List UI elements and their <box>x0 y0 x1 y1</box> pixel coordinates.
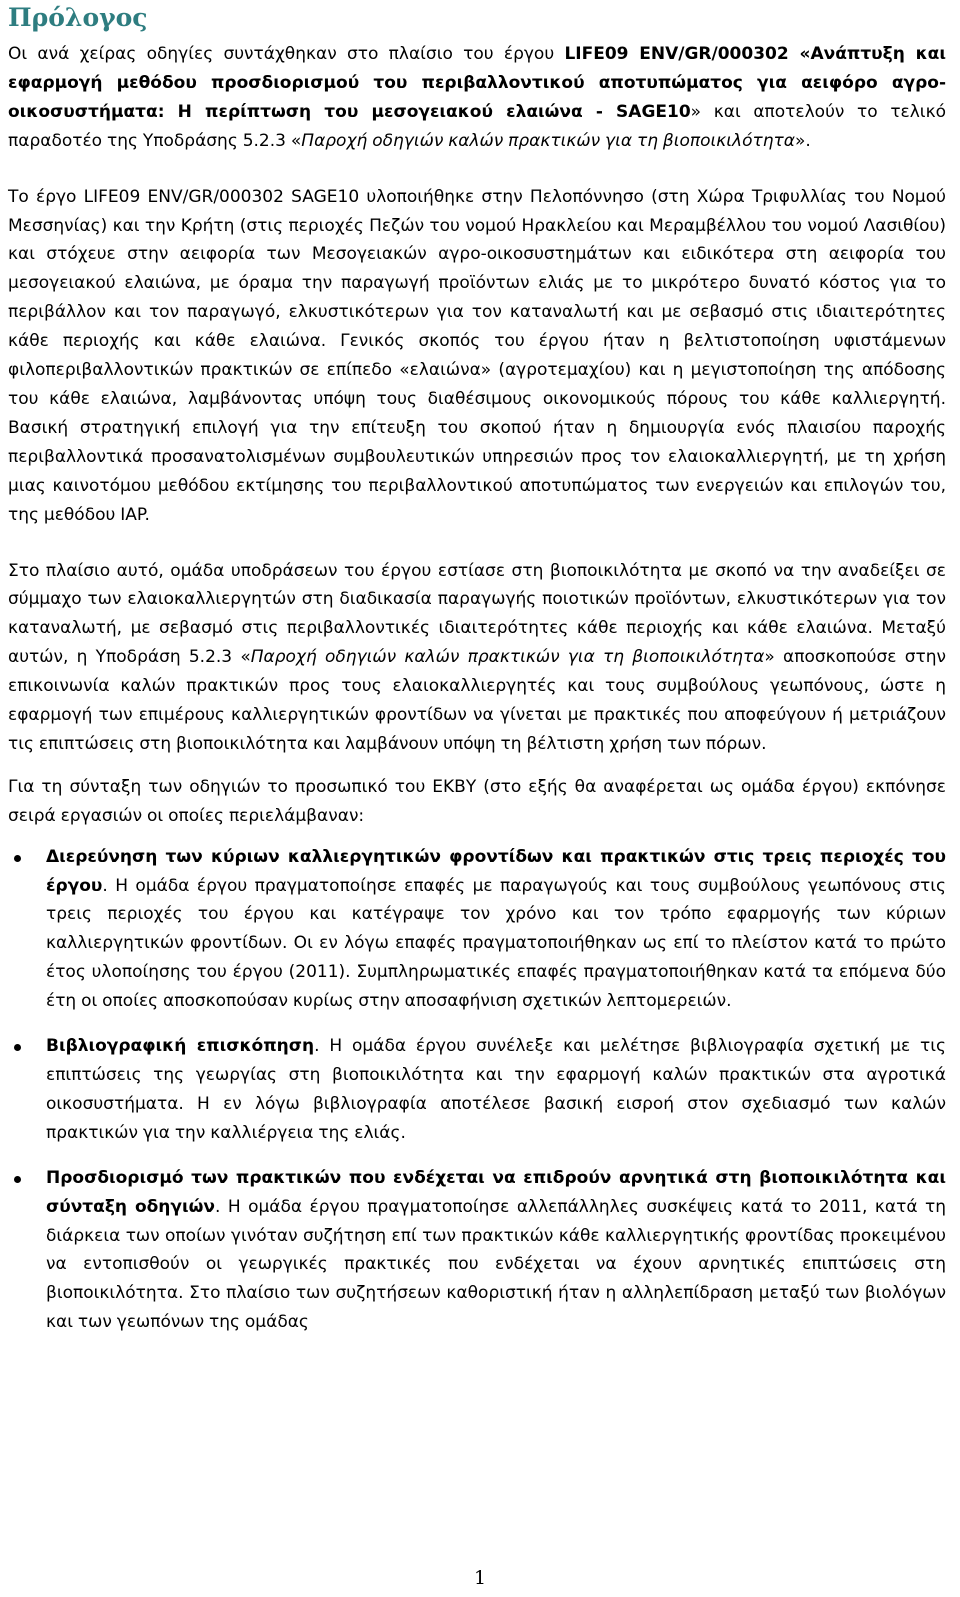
intro-text-1: Οι ανά χείρας οδηγίες συντάχθηκαν στο πλαίσιο του έργου <box>8 44 565 64</box>
intro-text-3: ». <box>794 130 811 151</box>
project-description-paragraph: Το έργο LIFE09 ENV/GR/000302 SAGE10 υλοποιήθηκε στην Πελοπόννησο (στη Χώρα Τριφυλλίας του Νομού Μεσσηνίας) και την Κρήτη (στις περιοχές Πεζών του νομού Ηρακλείου και Μεραμβέλλου του νομού Λασιθίου) και στόχευε στην αειφορία των Μεσογειακών αγρο-οικοσυστημάτων και ειδικότερα στη αειφορία του μεσογειακού ελαιώνα, με όραμα την παραγωγή προϊόντων ελιάς με το μικρότερο δυνατό κόστος για το περιβάλλον και τον παραγωγό, ελκυστικότερων για τον καταναλωτή και με σεβασμό στις ιδιαιτερότητες κάθε περιοχής και κάθε ελαιώνα. Γενικός σκοπός του έργου ήταν η βελτιστοποίηση υφιστάμενων φιλοπεριβαλλοντικών πρακτικών σε επίπεδο «ελαιώνα» (αγροτεμαχίου) και η μεγιστοποίηση της απόδοσης του κάθε ελαιώνα, λαμβάνοντας υπόψη τους διαθέσιμους οικονομικούς πόρους του κάθε καλλιεργητή. Βασική στρατηγική επιλογή για την επίτευξη του σκοπού ήταν η δημιουργία ενός πλαισίου παροχής περιβαλλοντικά προσανατολισμένων συμβουλευτικών υπηρεσιών προς τον ελαιοκαλλιεργητή, με τη χρήση μιας καινοτόμου μεθόδου εκτίμησης του περιβαλλοντικού αποτυπώματος των ενεργειών και επιλογών του, της μεθόδου IAP. <box>8 186 946 525</box>
subaction-title: Παροχή οδηγιών καλών πρακτικών για τη βιοποικιλότητα <box>301 130 795 151</box>
page-number: 1 <box>473 1567 487 1589</box>
list-item-text: . Η ομάδα έργου συνέλεξε και μελέτησε βιβλιογραφία σχετική με τις επιπτώσεις της γεωργίας στη βιοποικιλότητα και την εφαρμογή καλών πρακτικών στα αγροτικά οικοσυστήματα. Η εν λόγω βιβλιογραφία αποτέλεσε βασική εισροή στον σχεδιασμό των καλών πρακτικών για την καλλιέργεια της ελιάς. <box>46 1036 946 1143</box>
intro-text-2: » και αποτελούν το τελικό παραδοτέο της Υποδράσης 5.2.3 « <box>8 101 946 151</box>
page-title: Πρόλογος <box>8 3 148 32</box>
bullet-icon <box>14 1176 21 1183</box>
bullet-icon <box>14 855 21 862</box>
bullet-icon <box>14 1044 21 1051</box>
project-title: LIFE09 ENV/GR/000302 «Ανάπτυξη και εφαρμογή μεθόδου προσδιορισμού του περιβαλλοντικού αποτυπώματος για αειφόρο αγρο-οικοσυστήματα: Η περίπτωση του μεσογειακού ελαιώνα - SAGE10 <box>8 44 946 122</box>
list-item <box>8 843 946 1016</box>
para2-text-1: Στο πλαίσιο αυτό, ομάδα υποδράσεων του έργου εστίασε στη βιοποικιλότητα με σκοπό να την αναδείξει σε σύμμαχο των ελαιοκαλλιεργητών στη διαδικασία παραγωγής ποιοτικών προϊόντων, ελκυστικότερων για τον καταναλωτή, με σεβασμό στις περιβαλλοντικές ιδιαιτερότητες κάθε περιοχής και κάθε ελαιώνα. Μεταξύ αυτών, η Υποδράση 5.2.3 « <box>8 560 946 668</box>
list-item <box>8 1164 946 1337</box>
para2-text-2: » αποσκοπούσε στην επικοινωνία καλών πρακτικών προς τους ελαιοκαλλιεργητές και τους συμβούλους γεωπόνους, ώστε η εφαρμογή των επιμέρους καλλιεργητικών φροντίδων να γίνεται με πρακτικές που αποφεύγουν ή μετριάζουν τις επιπτώσεις στη βιοποικιλότητα και λαμβάνουν υπόψη τη βέλτιστη χρήση των πόρων. <box>8 647 946 754</box>
intro-paragraph <box>8 40 946 156</box>
list-item-heading: Βιβλιογραφική επισκόπηση <box>46 1036 315 1057</box>
list-item-heading: Προσδιορισμό των πρακτικών που ενδέχεται να επιδρούν αρνητικά στη βιοποικιλότητα και σύνταξη οδηγιών <box>46 1167 946 1217</box>
para2-subaction-title: Παροχή οδηγιών καλών πρακτικών για τη βιοποικιλότητα <box>250 647 765 668</box>
tasks-intro-paragraph: Για τη σύνταξη των οδηγιών το προσωπικό του ΕΚΒΥ (στο εξής θα αναφέρεται ως ομάδα έργου) εκπόνησε σειρά εργασιών οι οποίες περιελάμβαναν: <box>8 776 946 826</box>
list-item-text: . Η ομάδα έργου πραγματοποίησε αλλεπάλληλες συσκέψεις κατά το 2011, κατά τη διάρκεια των οποίων γινόταν συζήτηση επί των πρακτικών κάθε καλλιεργητικής φροντίδας προκειμένου να εντοπισθούν οι γεωργικές πρακτικές που ενδέχεται να έχουν αρνητικές επιπτώσεις στη βιοποικιλότητα. Στο πλαίσιο των συζητήσεων καθοριστική ήταν η αλληλεπίδραση μεταξύ των βιολόγων και των γεωπόνων της ομάδας <box>46 1196 946 1333</box>
tasks-list <box>8 843 946 1338</box>
list-item-text: . Η ομάδα έργου πραγματοποίησε επαφές με παραγωγούς και τους συμβούλους γεωπόνους στις τρεις περιοχές του έργου και κατέγραψε τον χρόνο και τον τρόπο εφαρμογής των κύριων καλλιεργητικών φροντίδων. Οι εν λόγω επαφές πραγματοποιήθηκαν ως επί το πλείστον κατά το πρώτο έτος υλοποίησης του έργου (2011). Συμπληρωματικές επαφές πραγματοποιήθηκαν κατά τα επόμενα δύο έτη οι οποίες αποσκοπούσαν κυρίως στην αποσαφήνιση σχετικών λεπτομερειών. <box>46 875 946 1012</box>
list-item <box>8 1032 946 1148</box>
list-item-heading: Διερεύνηση των κύριων καλλιεργητικών φροντίδων και πρακτικών στις τρεις περιοχές του έργου <box>46 846 946 896</box>
biodiversity-focus-paragraph <box>8 557 946 759</box>
